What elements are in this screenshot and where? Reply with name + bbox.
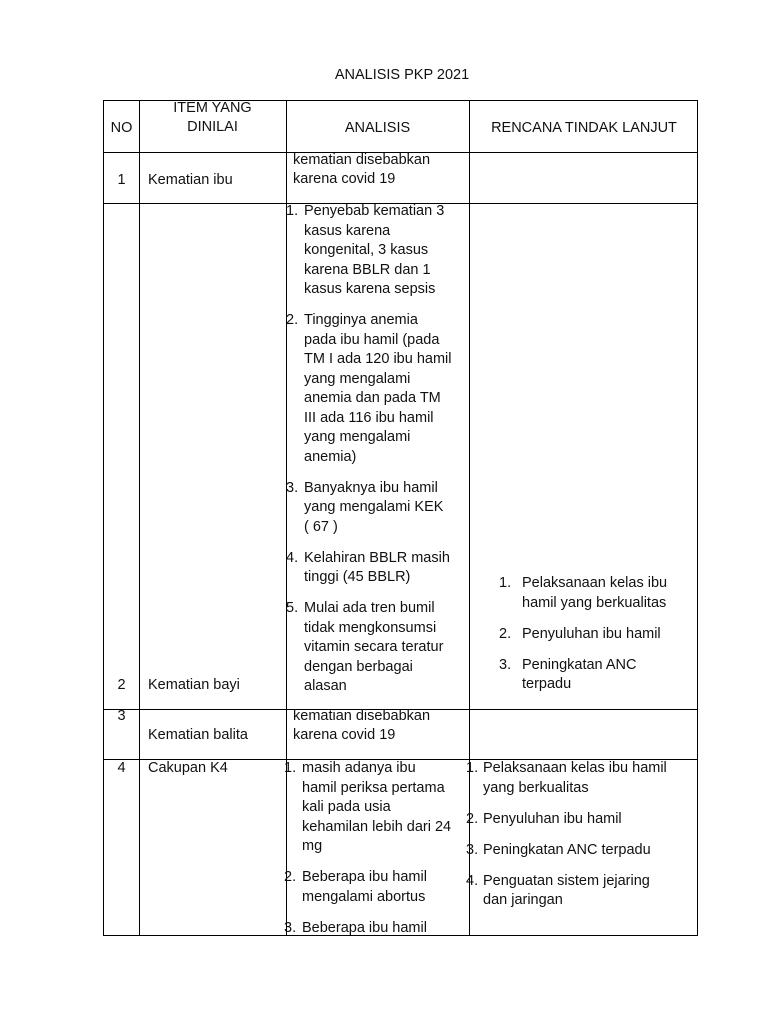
list-item bbox=[286, 549, 452, 588]
list-text: anemia dan pada TM bbox=[304, 390, 441, 406]
list-number: 2. bbox=[466, 810, 479, 827]
page-title: ANALISIS PKP 2021 bbox=[334, 67, 470, 83]
list-item bbox=[466, 759, 667, 798]
list-text: ( 67 ) bbox=[304, 518, 338, 535]
list-text: Peningkatan ANC bbox=[522, 656, 637, 673]
list-number: 2. bbox=[499, 625, 512, 642]
header-rtl: RENCANA TINDAK LANJUT bbox=[491, 120, 677, 136]
list-text: Beberapa ibu hamil bbox=[302, 869, 427, 885]
list-number: 1. bbox=[286, 203, 299, 219]
list-text: kongenital, 3 kasus bbox=[304, 242, 429, 258]
list-item bbox=[499, 656, 667, 695]
list-text: Penyuluhan ibu hamil bbox=[522, 625, 661, 642]
header-no: NO bbox=[110, 120, 133, 136]
list-text: pada ibu hamil (pada bbox=[304, 331, 440, 348]
row4-analisis-list bbox=[284, 759, 451, 936]
row1-analisis-line1: kematian disebabkan bbox=[293, 152, 431, 168]
list-text: yang mengalami bbox=[304, 429, 411, 445]
list-text: III ada 116 ibu hamil bbox=[304, 409, 434, 426]
list-text: Kelahiran BBLR masih bbox=[304, 549, 450, 566]
row1-analisis-line2: karena covid 19 bbox=[293, 171, 396, 187]
list-number: 3. bbox=[466, 841, 479, 858]
list-item bbox=[286, 311, 452, 467]
list-text: TM I ada 120 ibu hamil bbox=[304, 351, 452, 367]
list-number: 4. bbox=[286, 549, 299, 566]
header-item-line2: DINILAI bbox=[187, 119, 238, 135]
list-text: masih adanya ibu bbox=[302, 760, 416, 776]
list-text: anemia) bbox=[304, 448, 357, 465]
list-text: kali pada usia bbox=[302, 799, 391, 815]
list-number: 3. bbox=[284, 919, 297, 936]
row1-item: Kematian ibu bbox=[148, 172, 233, 188]
list-number: 1. bbox=[466, 760, 479, 776]
list-text: kehamilan lebih dari 24 bbox=[302, 818, 452, 835]
row4-item: Cakupan K4 bbox=[148, 760, 228, 776]
list-text: karena BBLR dan 1 bbox=[304, 261, 431, 278]
list-number: 1. bbox=[499, 575, 512, 591]
list-item bbox=[286, 202, 452, 300]
list-text: yang berkualitas bbox=[483, 779, 589, 796]
list-number: 1. bbox=[284, 760, 297, 776]
list-text: Pelaksanaan kelas ibu bbox=[522, 575, 668, 591]
list-item bbox=[466, 872, 667, 911]
list-text: Mulai ada tren bumil bbox=[304, 600, 435, 616]
list-text: Penyebab kematian 3 bbox=[304, 203, 445, 219]
list-number: 3. bbox=[286, 479, 299, 496]
row3-analisis-line2: karena covid 19 bbox=[293, 727, 396, 743]
list-text: Tingginya anemia bbox=[304, 312, 418, 328]
row3-no: 3 bbox=[117, 708, 126, 724]
list-item bbox=[499, 625, 667, 645]
list-text: tidak mengkonsumsi bbox=[304, 619, 437, 636]
list-item bbox=[284, 919, 451, 937]
list-item bbox=[499, 574, 667, 613]
list-item bbox=[466, 841, 667, 861]
list-text: Peningkatan ANC terpadu bbox=[483, 841, 651, 858]
column-divider bbox=[139, 101, 140, 935]
list-text: kasus karena bbox=[304, 222, 391, 239]
row3-item: Kematian balita bbox=[148, 727, 248, 743]
row4-no: 4 bbox=[117, 760, 126, 776]
list-text: mengalami abortus bbox=[302, 888, 426, 905]
list-text: hamil yang berkualitas bbox=[522, 594, 667, 611]
list-number: 4. bbox=[466, 872, 479, 889]
list-text: Pelaksanaan kelas ibu hamil bbox=[483, 760, 667, 776]
list-text: Banyaknya ibu hamil bbox=[304, 479, 438, 496]
list-number: 5. bbox=[286, 600, 299, 616]
list-text: Penyuluhan ibu hamil bbox=[483, 810, 622, 827]
list-text: yang mengalami KEK bbox=[304, 499, 444, 515]
list-text: dan jaringan bbox=[483, 892, 563, 908]
row3-analisis-line1: kematian disebabkan bbox=[293, 708, 431, 724]
list-number: 2. bbox=[284, 869, 297, 885]
header-analisis: ANALISIS bbox=[344, 120, 411, 136]
list-item bbox=[284, 868, 451, 907]
list-number: 2. bbox=[286, 312, 299, 328]
list-text: alasan bbox=[304, 678, 347, 694]
list-text: vitamin secara teratur bbox=[304, 639, 444, 655]
header-item-line1: ITEM YANG bbox=[173, 100, 252, 116]
list-item bbox=[284, 759, 451, 857]
list-text: tinggi (45 BBLR) bbox=[304, 569, 411, 585]
list-item bbox=[286, 599, 452, 697]
list-text: dengan berbagai bbox=[304, 658, 413, 675]
row1-no: 1 bbox=[117, 172, 126, 188]
row4-rtl-list bbox=[466, 759, 667, 922]
row2-item: Kematian bayi bbox=[148, 677, 240, 693]
list-number: 3. bbox=[499, 656, 512, 673]
row2-rtl-list bbox=[499, 574, 667, 706]
list-text: kasus karena sepsis bbox=[304, 281, 436, 297]
list-item bbox=[466, 810, 667, 830]
list-text: Beberapa ibu hamil bbox=[302, 919, 427, 936]
list-text: Penguatan sistem jejaring bbox=[483, 872, 650, 889]
list-text: yang mengalami bbox=[304, 370, 411, 387]
analysis-table bbox=[103, 100, 698, 936]
row2-no: 2 bbox=[117, 677, 126, 693]
row2-analisis-list bbox=[286, 202, 452, 708]
list-item bbox=[286, 479, 452, 538]
list-text: terpadu bbox=[522, 676, 572, 692]
list-text: mg bbox=[302, 838, 323, 854]
list-text: hamil periksa pertama bbox=[302, 779, 445, 796]
